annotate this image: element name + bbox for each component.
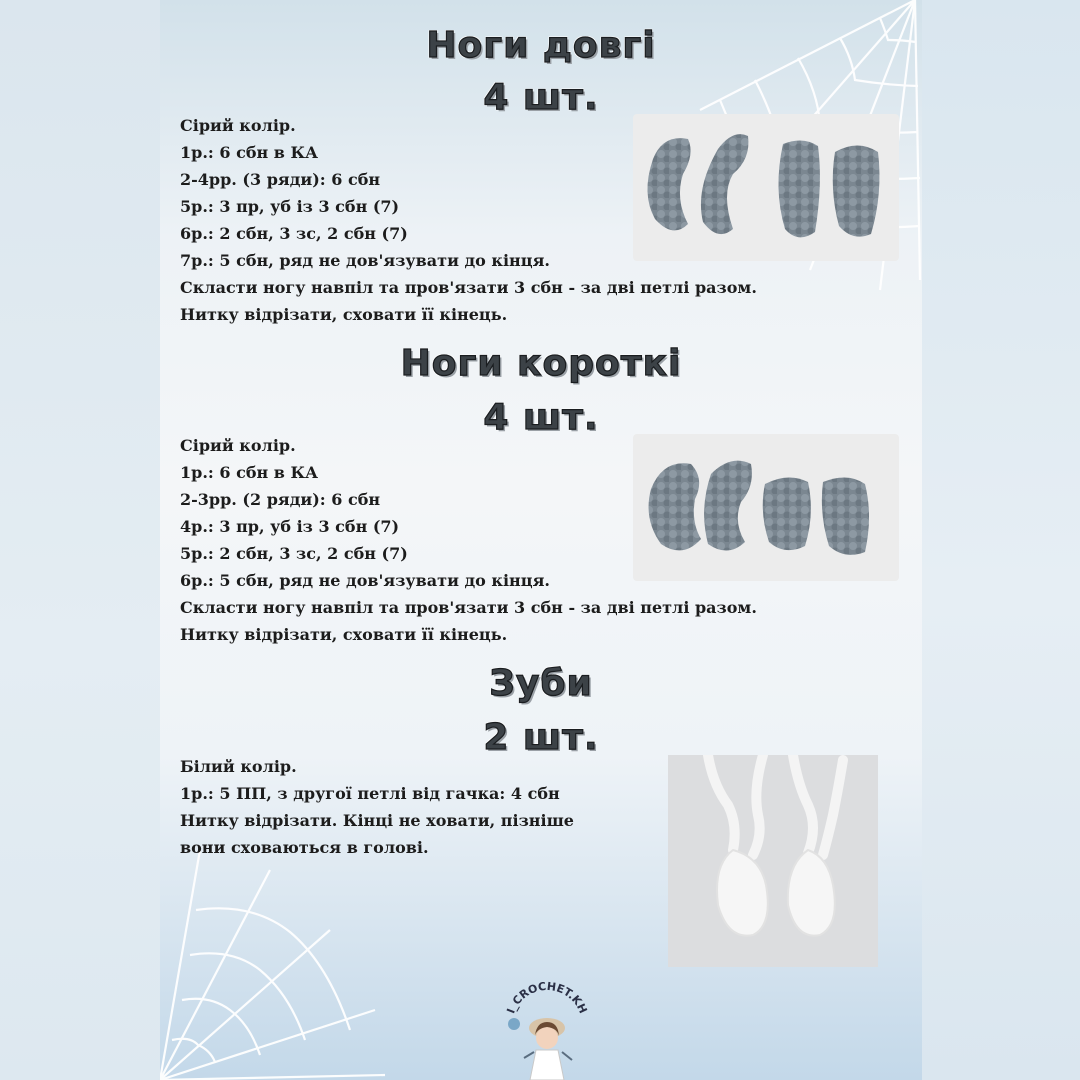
- instruction-line: 1р.: 6 сбн в КА: [180, 143, 319, 162]
- instruction-line: 5р.: 2 сбн, 3 зс, 2 сбн (7): [180, 544, 408, 563]
- section-title-short-legs: Ноги короткі: [400, 343, 682, 384]
- instruction-line: Нитку відрізати, сховати її кінець.: [180, 305, 508, 324]
- short-leg-shape: [704, 461, 752, 551]
- instruction-line: Сірий колір.: [180, 436, 296, 455]
- yarn-ball-icon: [508, 1018, 520, 1030]
- instruction-line: Нитку відрізати. Кінці не ховати, пізніше: [180, 811, 574, 830]
- outer-background-left: [0, 0, 160, 1080]
- instruction-line: Нитку відрізати, сховати її кінець.: [180, 625, 508, 644]
- long-leg-shape: [778, 140, 819, 237]
- long-legs-photo: [633, 114, 899, 261]
- short-legs-photo: [633, 434, 899, 581]
- short-leg-shape: [649, 463, 701, 550]
- short-leg-shape: [822, 477, 869, 554]
- section-count-teeth: 2 шт.: [483, 717, 599, 758]
- instruction-line: 7р.: 5 сбн, ряд не дов'язувати до кінця.: [180, 251, 550, 270]
- instruction-line: 2-3рр. (2 ряди): 6 сбн: [180, 490, 381, 509]
- pattern-page: [160, 0, 922, 1080]
- long-leg-shape: [647, 138, 690, 230]
- teeth-photo: [668, 755, 878, 967]
- instruction-line: 5р.: 3 пр, уб із 3 сбн (7): [180, 197, 400, 216]
- instruction-line: 2-4рр. (3 ряди): 6 сбн: [180, 170, 381, 189]
- long-leg-shape: [701, 134, 748, 234]
- short-leg-shape: [763, 477, 811, 550]
- section-title-long-legs: Ноги довгі: [426, 25, 656, 66]
- spider-web-bottom-left-icon: [160, 840, 390, 1080]
- instruction-line: Скласти ногу навпіл та пров'язати 3 сбн - за дві петлі разом.: [180, 278, 757, 297]
- instruction-line: вони сховаються в голові.: [180, 838, 429, 857]
- instruction-line: 6р.: 5 сбн, ряд не дов'язувати до кінця.: [180, 571, 550, 590]
- instructions-teeth: [180, 753, 574, 861]
- section-title-teeth: Зуби: [489, 663, 593, 704]
- instruction-line: Скласти ногу навпіл та пров'язати 3 сбн - за дві петлі разом.: [180, 598, 757, 617]
- instruction-line: 1р.: 5 ПП, з другої петлі від гачка: 4 сбн: [180, 784, 560, 803]
- long-leg-shape: [833, 146, 880, 237]
- section-count-long-legs: 4 шт.: [483, 77, 599, 118]
- brand-logo: [502, 980, 592, 1080]
- instruction-line: Сірий колір.: [180, 116, 296, 135]
- instruction-line: 6р.: 2 сбн, 3 зс, 2 сбн (7): [180, 224, 408, 243]
- instruction-line: Білий колір.: [180, 757, 297, 776]
- avatar: [536, 1027, 558, 1049]
- outer-background-right: [922, 0, 1080, 1080]
- section-count-short-legs: 4 шт.: [483, 397, 599, 438]
- instruction-line: 1р.: 6 сбн в КА: [180, 463, 319, 482]
- instruction-line: 4р.: 3 пр, уб із 3 сбн (7): [180, 517, 400, 536]
- logo-handle-text: I_CROCHET.KH: [504, 980, 590, 1016]
